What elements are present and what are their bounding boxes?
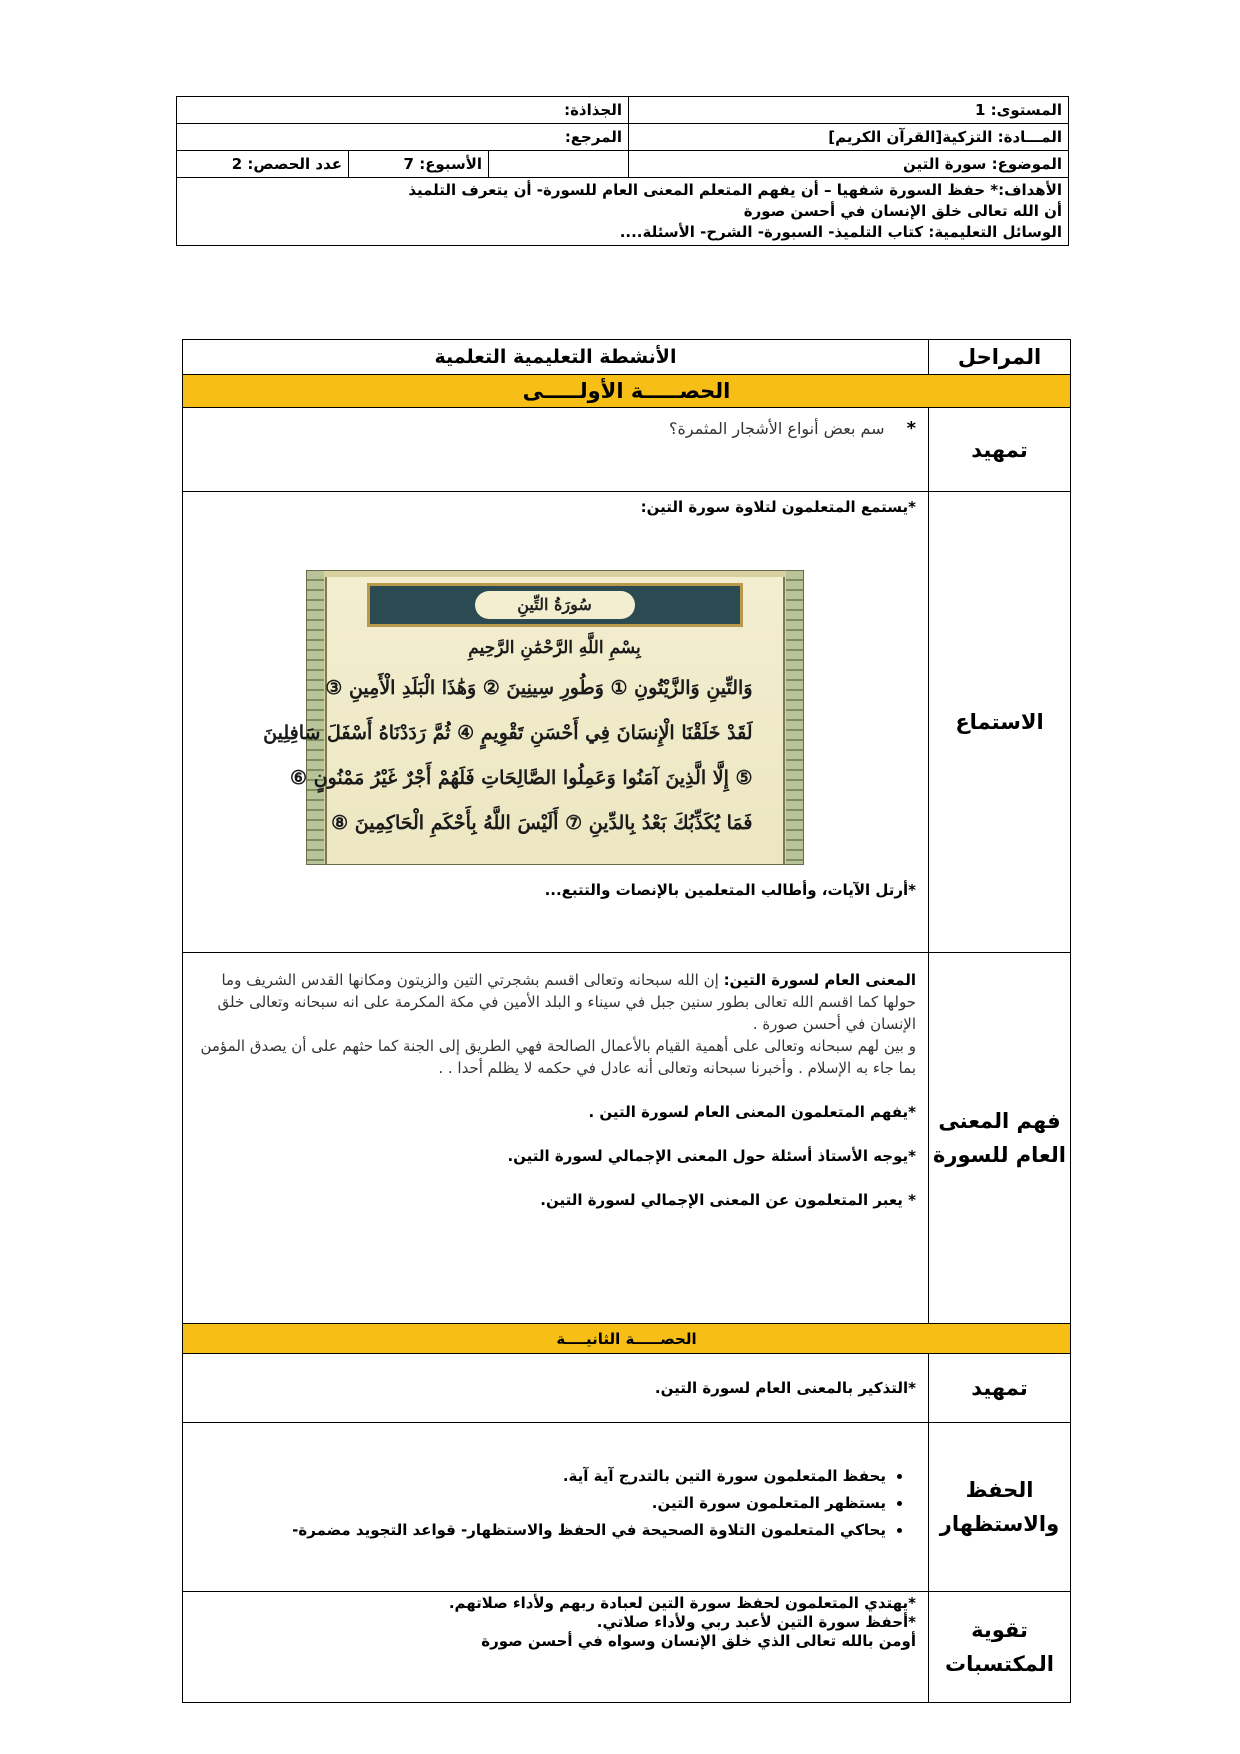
lesson-info-table <box>176 96 1069 246</box>
session2-title: الحصـــــة الثانيــــة <box>183 1324 1071 1354</box>
taqwiya-line-2: *أحفظ سورة التين لأعبد ربي ولأداء صلاتي. <box>596 1613 916 1631</box>
star-bullet: * <box>906 418 916 439</box>
level-cell: المستوى: 1 <box>629 97 1069 124</box>
activities-table <box>182 339 1071 1703</box>
hifz-activity <box>183 1423 929 1592</box>
sessions-cell: عدد الحصص: 2 <box>177 151 349 178</box>
subject-cell: المـــادة: التزكية[القرآن الكريم] <box>629 124 1069 151</box>
ornament-border-left <box>307 571 324 864</box>
session2-band <box>183 1324 1071 1354</box>
meaning-label: المعنى العام لسورة التين: <box>723 971 916 989</box>
surah-title: سُورَةُ التِّينِ <box>475 591 635 619</box>
taqwiya-line-1: *يهتدي المتعلمون لحفظ سورة التين لعبادة ربهم ولأداء صلاتهم. <box>448 1594 916 1612</box>
meaning-point-1: *يفهم المتعلمون المعنى العام لسورة التين . <box>588 1103 916 1121</box>
list-item: • يستظهر المتعلمون سورة التين. <box>193 1490 886 1517</box>
listen-activity <box>183 492 929 953</box>
session1-band <box>183 375 1071 408</box>
stage-listen: الاستماع <box>929 492 1071 953</box>
reference-cell: المرجع: <box>177 124 629 151</box>
tamheed-question-line <box>193 418 916 440</box>
empty-cell <box>489 151 629 178</box>
tamheed2-activity <box>183 1354 929 1423</box>
stage-tamheed: تمهيد <box>929 408 1071 492</box>
ayah-line-4: فَمَا يُكَذِّبُكَ بَعْدُ بِالدِّينِ ⑦ أَلَيْسَ اللَّهُ بِأَحْكَمِ الْحَاكِمِينَ ⑧ <box>331 812 753 834</box>
table-row <box>183 1592 1071 1703</box>
table-row <box>183 492 1071 953</box>
meaning-point-2: *يوجه الأستاذ أسئلة حول المعنى الإجمالي لسورة التين. <box>507 1147 916 1165</box>
stages-header: المراحل <box>929 340 1071 375</box>
listen-intro: *يستمع المتعلمون لتلاوة سورة التين: <box>640 498 916 516</box>
meaning-point-3: * يعبر المتعلمون عن المعنى الإجمالي لسورة التين. <box>540 1191 916 1209</box>
table-row <box>183 408 1071 492</box>
list-item: • يحفظ المتعلمون سورة التين بالتدرج آية آية. <box>193 1463 886 1490</box>
surah-title-banner <box>367 583 743 627</box>
tamheed2-text: *التذكير بالمعنى العام لسورة التين. <box>654 1379 916 1397</box>
taqwiya-line-3: أومن بالله تعالى الذي خلق الإنسان وسواه في أحسن صورة <box>481 1632 916 1650</box>
stage-hifz: الحفظ والاستظهار <box>929 1423 1071 1592</box>
ayah-line-2: لَقَدْ خَلَقْنَا الْإِنسَانَ فِي أَحْسَنِ تَقْوِيمٍ ④ ثُمَّ رَدَدْنَاهُ أَسْفَلَ سَافِلِينَ <box>263 722 753 744</box>
tamheed-activity <box>183 408 929 492</box>
stage-tamheed-2: تمهيد <box>929 1354 1071 1423</box>
table-row <box>183 953 1071 1324</box>
meaning-activity <box>183 953 929 1324</box>
stage-taqwiya: تقوية المكتسبات <box>929 1592 1071 1703</box>
teaching-means: الوسائل التعليمية: كتاب التلميذ- السبورة- الشرح- الأسئلة.... <box>619 223 1063 241</box>
objectives-line2: أن الله تعالى خلق الإنسان في أحسن صورة <box>743 202 1063 220</box>
taqwiya-activity <box>183 1592 929 1703</box>
table-row <box>183 1354 1071 1423</box>
topic-cell: الموضوع: سورة التين <box>629 151 1069 178</box>
listen-outro: *أرتل الآيات، وأطالب المتعلمين بالإنصات والتتبع... <box>544 881 916 899</box>
ayah-line-1: وَالتِّينِ وَالزَّيْتُونِ ① وَطُورِ سِينِينَ ② وَهَٰذَا الْبَلَدِ الْأَمِينِ ③ <box>325 677 753 699</box>
objectives-line1: الأهداف:* حفظ السورة شفهيا – أن يفهم المتعلم المعنى العام للسورة- أن يتعرف التلميذ <box>408 181 1063 199</box>
tamheed-question: سم بعض أنواع الأشجار المثمرة؟ <box>668 419 885 438</box>
meaning-text-2: و بين لهم سبحانه وتعالى على أهمية القيام بالأعمال الصالحة فهي الطريق إلى الجنة كما حثهم على أن يصدق المؤمن بما جاء به الإسلام . وأخبرنا سبحانه وتعالى أنه عادل في حكمه لا يظلم أحدا . . <box>200 1037 916 1077</box>
ayah-line-3: ⑤ إِلَّا الَّذِينَ آمَنُوا وَعَمِلُوا الصَّالِحَاتِ فَلَهُمْ أَجْرٌ غَيْرُ مَمْنُونٍ ⑥ <box>290 767 753 789</box>
table-row <box>183 1423 1071 1592</box>
objectives-cell <box>177 178 1069 246</box>
list-item: • يحاكي المتعلمون التلاوة الصحيحة في الحفظ والاستظهار- قواعد التجويد مضمرة- <box>193 1517 886 1544</box>
chunk-cell: الجذاذة: <box>177 97 629 124</box>
activities-header: الأنشطة التعليمية التعلمية <box>183 340 929 375</box>
session1-title: الحصـــــة الأولـــــى <box>183 375 1071 408</box>
week-cell: الأسبوع: 7 <box>349 151 489 178</box>
table-header-row <box>183 340 1071 375</box>
basmala: بِسْمِ اللَّهِ الرَّحْمَٰنِ الرَّحِيمِ <box>468 638 641 658</box>
meaning-text-1: إن الله سبحانه وتعالى اقسم بشجرتي التين والزيتون ومكانها القدس الشريف وما حولها كما اقسم الله تعالى بطور سنين جبل في سيناء و البلد الأمين في مكة المكرمة على انه سبحانه وتعالى خلق الإنسان في أحسن صورة . <box>217 971 916 1033</box>
surah-image <box>263 570 804 865</box>
hifz-list <box>193 1463 916 1544</box>
meaning-paragraph-1 <box>193 969 916 1035</box>
surah-page <box>263 577 785 864</box>
ornament-border-right <box>786 571 803 864</box>
stage-meaning: فهم المعنى العام للسورة <box>929 953 1071 1324</box>
